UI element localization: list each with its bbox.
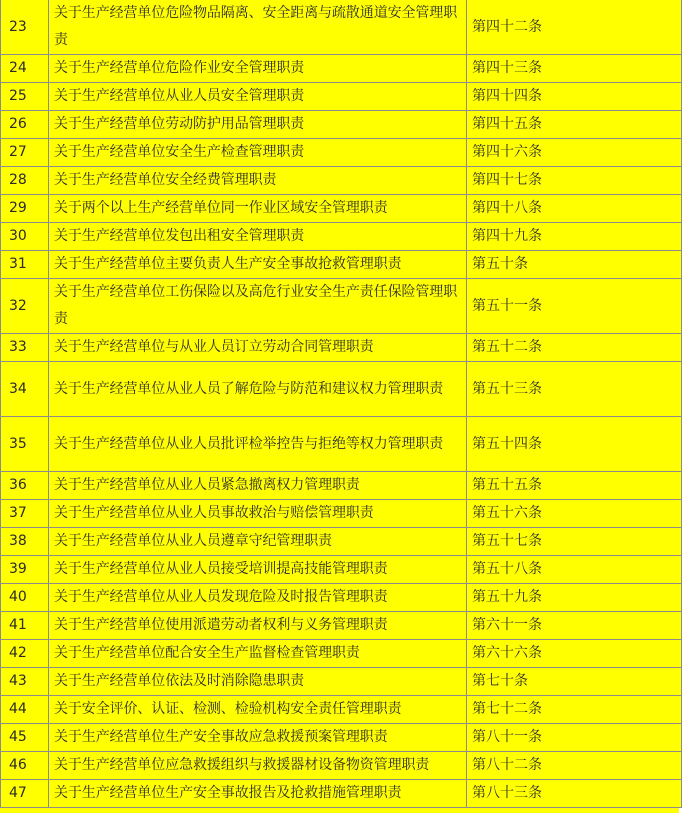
row-number: 35 — [1, 417, 49, 472]
table-row — [1, 223, 682, 251]
row-number: 29 — [1, 195, 49, 223]
article-reference: 第五十五条 — [467, 472, 682, 500]
row-number: 31 — [1, 251, 49, 279]
duty-title: 关于生产经营单位从业人员批评检举控告与拒绝等权力管理职责 — [49, 417, 467, 472]
article-reference: 第七十二条 — [467, 696, 682, 724]
table-row — [1, 139, 682, 167]
article-reference: 第五十六条 — [467, 500, 682, 528]
duty-title: 关于生产经营单位从业人员紧急撤离权力管理职责 — [49, 472, 467, 500]
table-row — [1, 612, 682, 640]
table-row — [1, 362, 682, 417]
article-reference: 第五十条 — [467, 251, 682, 279]
article-reference: 第五十九条 — [467, 584, 682, 612]
duty-title: 关于生产经营单位生产安全事故报告及抢救措施管理职责 — [49, 780, 467, 808]
article-reference: 第四十二条 — [467, 0, 682, 55]
row-number: 45 — [1, 724, 49, 752]
article-reference: 第五十一条 — [467, 279, 682, 334]
duty-title: 关于生产经营单位从业人员发现危险及时报告管理职责 — [49, 584, 467, 612]
table-row — [1, 500, 682, 528]
article-reference: 第八十三条 — [467, 780, 682, 808]
article-reference: 第五十四条 — [467, 417, 682, 472]
duty-title: 关于生产经营单位从业人员了解危险与防范和建议权力管理职责 — [49, 362, 467, 417]
table-row — [1, 195, 682, 223]
row-number: 25 — [1, 83, 49, 111]
article-reference: 第四十三条 — [467, 55, 682, 83]
duty-title: 关于生产经营单位从业人员遵章守纪管理职责 — [49, 528, 467, 556]
row-number: 40 — [1, 584, 49, 612]
article-reference: 第五十三条 — [467, 362, 682, 417]
row-number: 47 — [1, 780, 49, 808]
article-reference: 第八十二条 — [467, 752, 682, 780]
row-number: 43 — [1, 668, 49, 696]
table-row — [1, 111, 682, 139]
article-reference: 第四十五条 — [467, 111, 682, 139]
table-row — [1, 640, 682, 668]
row-number: 28 — [1, 167, 49, 195]
table-row — [1, 83, 682, 111]
table-row — [1, 55, 682, 83]
duty-title: 关于两个以上生产经营单位同一作业区域安全管理职责 — [49, 195, 467, 223]
article-reference: 第五十八条 — [467, 556, 682, 584]
duty-title: 关于生产经营单位使用派遣劳动者权利与义务管理职责 — [49, 612, 467, 640]
row-number: 41 — [1, 612, 49, 640]
table-row — [1, 752, 682, 780]
duty-title: 关于生产经营单位工伤保险以及高危行业安全生产责任保险管理职责 — [49, 279, 467, 334]
row-number: 32 — [1, 279, 49, 334]
duty-title: 关于生产经营单位从业人员接受培训提高技能管理职责 — [49, 556, 467, 584]
duty-title: 关于生产经营单位安全生产检查管理职责 — [49, 139, 467, 167]
row-number: 38 — [1, 528, 49, 556]
table-row — [1, 334, 682, 362]
row-number: 36 — [1, 472, 49, 500]
row-number: 46 — [1, 752, 49, 780]
duty-title: 关于生产经营单位危险作业安全管理职责 — [49, 55, 467, 83]
row-number: 34 — [1, 362, 49, 417]
table-row — [1, 668, 682, 696]
row-number: 27 — [1, 139, 49, 167]
table-row — [1, 556, 682, 584]
duty-title: 关于生产经营单位配合安全生产监督检查管理职责 — [49, 640, 467, 668]
table-row — [1, 0, 682, 55]
duty-title: 关于生产经营单位主要负责人生产安全事故抢救管理职责 — [49, 251, 467, 279]
duty-title: 关于生产经营单位从业人员安全管理职责 — [49, 83, 467, 111]
article-reference: 第七十条 — [467, 668, 682, 696]
article-reference: 第四十七条 — [467, 167, 682, 195]
duty-title: 关于生产经营单位与从业人员订立劳动合同管理职责 — [49, 334, 467, 362]
row-number: 44 — [1, 696, 49, 724]
duty-title: 关于生产经营单位劳动防护用品管理职责 — [49, 111, 467, 139]
duty-title: 关于生产经营单位安全经费管理职责 — [49, 167, 467, 195]
duty-title: 关于生产经营单位危险物品隔离、安全距离与疏散通道安全管理职责 — [49, 0, 467, 55]
duty-title: 关于安全评价、认证、检测、检验机构安全责任管理职责 — [49, 696, 467, 724]
duty-title: 关于生产经营单位应急救援组织与救援器材设备物资管理职责 — [49, 752, 467, 780]
table-row — [1, 251, 682, 279]
table-body — [1, 0, 682, 808]
article-reference: 第四十六条 — [467, 139, 682, 167]
table-row — [1, 780, 682, 808]
duty-title: 关于生产经营单位生产安全事故应急救援预案管理职责 — [49, 724, 467, 752]
row-number: 30 — [1, 223, 49, 251]
duty-title: 关于生产经营单位依法及时消除隐患职责 — [49, 668, 467, 696]
row-number: 39 — [1, 556, 49, 584]
table-row — [1, 724, 682, 752]
row-number: 26 — [1, 111, 49, 139]
row-number: 24 — [1, 55, 49, 83]
table-row — [1, 528, 682, 556]
article-reference: 第六十六条 — [467, 640, 682, 668]
row-number: 42 — [1, 640, 49, 668]
row-number: 23 — [1, 0, 49, 55]
article-reference: 第四十八条 — [467, 195, 682, 223]
duty-title: 关于生产经营单位从业人员事故救治与赔偿管理职责 — [49, 500, 467, 528]
table-row — [1, 167, 682, 195]
article-reference: 第四十九条 — [467, 223, 682, 251]
article-reference: 第五十七条 — [467, 528, 682, 556]
table-row — [1, 584, 682, 612]
duty-title: 关于生产经营单位发包出租安全管理职责 — [49, 223, 467, 251]
article-reference: 第五十二条 — [467, 334, 682, 362]
row-number: 33 — [1, 334, 49, 362]
row-number: 37 — [1, 500, 49, 528]
article-reference: 第六十一条 — [467, 612, 682, 640]
table-row — [1, 696, 682, 724]
table-row — [1, 472, 682, 500]
table-row — [1, 417, 682, 472]
table-row — [1, 279, 682, 334]
article-reference: 第八十一条 — [467, 724, 682, 752]
article-reference: 第四十四条 — [467, 83, 682, 111]
